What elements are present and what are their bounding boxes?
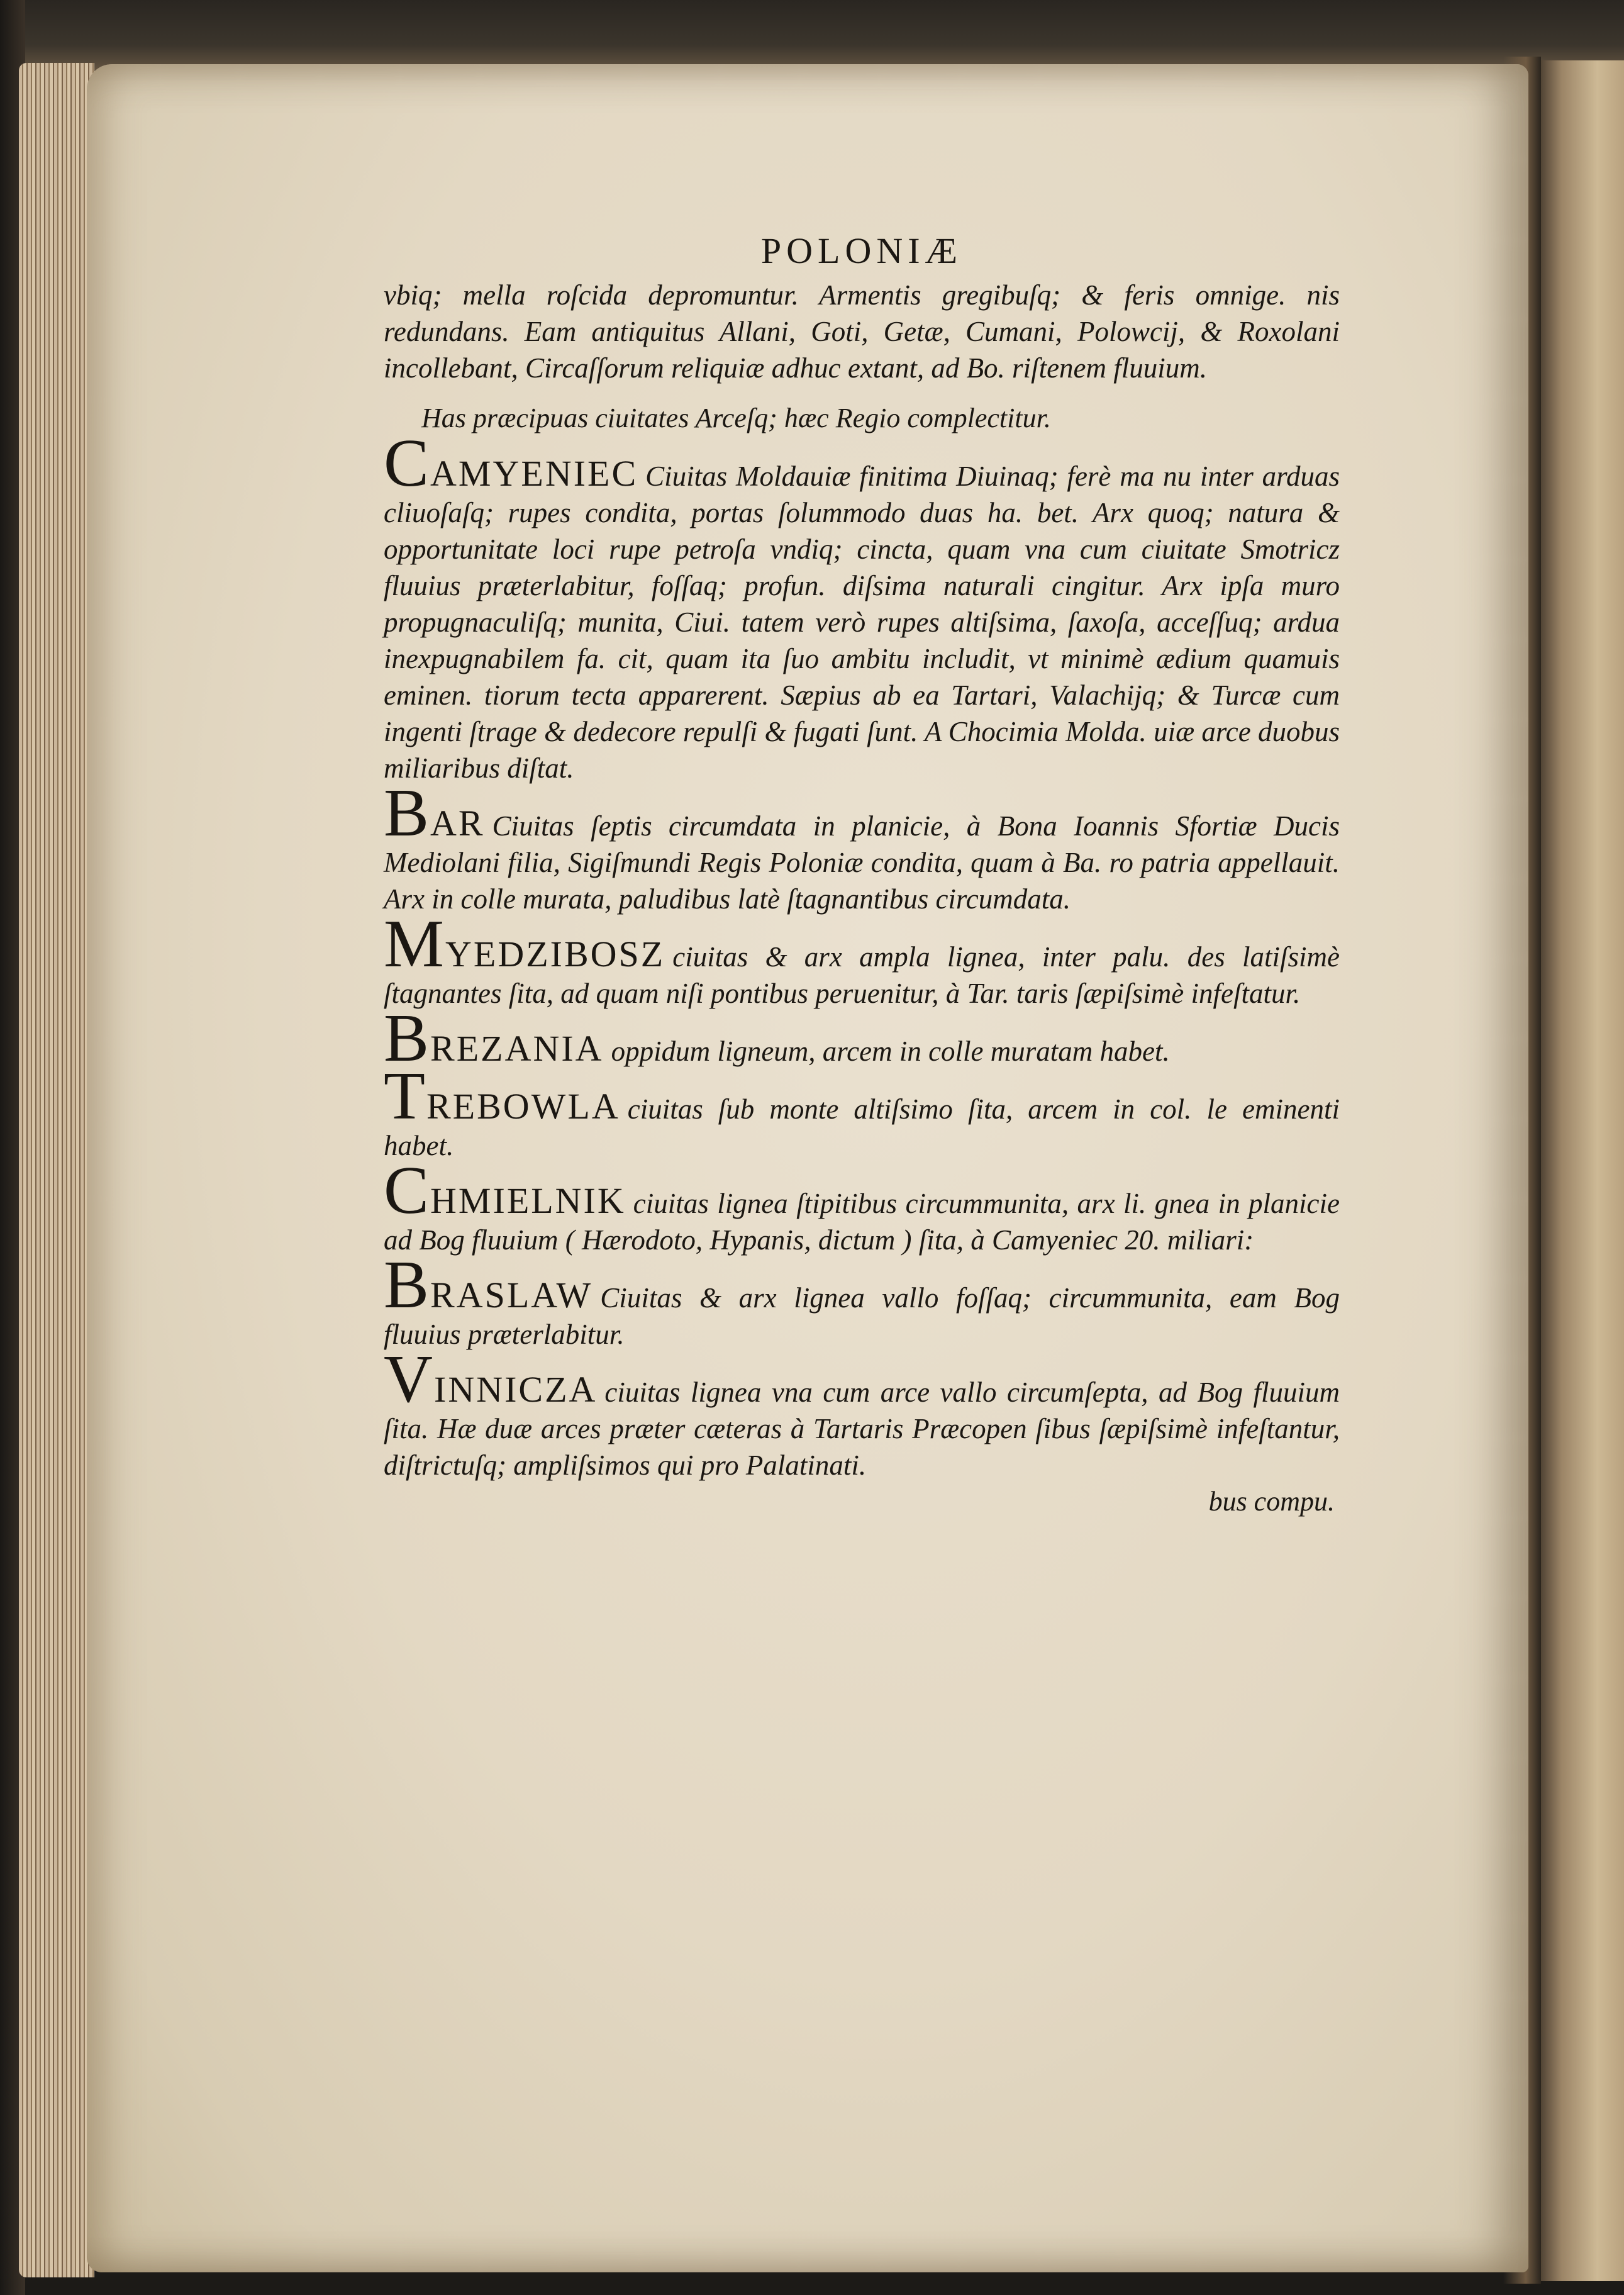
intro-paragraph: vbiq; mella roſcida depromuntur. Armentis gregibuſq; & feris omnige. nis redundans. Eam antiquitus Allani, Goti, Getæ, Cumani, Polowcij, & Roxolani incollebant, Circaſſorum reliquiæ adhuc extant, ad Bo. riſtenem fluuium. [384,279,1340,384]
entry-initial: M [384,907,446,981]
entry-name [384,426,638,501]
page-text-block [384,230,1340,1520]
entry-name-rest: YEDZIBOSZ [445,934,665,974]
entry-initial: C [384,426,431,501]
entry-initial: V [384,1342,434,1417]
entry-text: Ciuitas ſeptis circumdata in planicie, à Bona Ioannis Sfortiæ Ducis Mediolani filia, Sigiſmundi Regis Poloniæ condita, quam à Ba. ro patria appellauit. Arx in colle murata, paludibus latè ſtagnantibus circumdata. [384,810,1340,915]
entry-text: Ciuitas Moldauiæ finitima Diuinaq; ferè ma nu inter arduas cliuoſaſq; rupes condita, portas ſolummodo duas ha. bet. Arx quoq; natura & opportunitate loci rupe petroſa vndiq; cincta, quam vna cum ciuitate Smotricz fluuius præterlabitur, foſſaq; profun. diſsima naturali cingitur. Arx ipſa muro propugnaculiſq; munita, Ciui. tatem verò rupes altiſsima, ſaxoſa, acceſſuq; ardua inexpugnabilem fa. cit, quam ita ſuo ambitu includit, vt minimè ædium quamuis eminen. tiorum tecta apparerent. Sæpius ab ea Tartari, Valachijq; & Turcæ cum ingenti ſtrage & dedecore repulſi & fugati ſunt. A Chocimia Molda. uiæ arce duobus miliaribus diſtat. [384,461,1340,784]
entry-text: oppidum ligneum, arcem in colle muratam habet. [611,1036,1170,1067]
entry-name [384,1248,593,1322]
entry-name [384,907,665,981]
entry-initial: B [384,1001,431,1076]
entry-name-rest: AMYENIEC [430,453,638,494]
entry-trebowla [384,1059,1340,1164]
entry-initial: T [384,1059,426,1134]
entry-name [384,1342,598,1417]
entry-text: ciuitas & arx ampla lignea, inter palu. des latiſsimè ſtagnantes ſita, ad quam niſi pontibus peruenitur, à Tar. taris ſæpiſsimè infeſtatur. [384,941,1340,1009]
entry-initial: B [384,776,431,851]
entry-text: ciuitas lignea vna cum arce vallo circumſepta, ad Bog fluuium ſita. Hæ duæ arces præter cæteras à Tartaris Præcopen ſibus ſæpiſsimè infeſtantur, diſtrictuſq; ampliſsimos qui pro Palatinati. [384,1376,1340,1481]
entry-name-rest: RASLAW [430,1275,593,1315]
entry-initial: C [384,1153,431,1228]
entry-chmielnik [384,1153,1340,1258]
page-edges [19,63,94,2277]
entry-braslaw [384,1248,1340,1353]
entry-text: ciuitas ſub monte altiſsimo ſita, arcem in col. le eminenti habet. [384,1093,1340,1161]
entry-name [384,1059,620,1134]
running-head: POLONIÆ [760,230,963,271]
entry-text: ciuitas lignea ſtipitibus circummunita, arx li. gnea in planicie ad Bog fluuium ( Hærodoto, Hypanis, dictum ) ſita, à Camyeniec 20. miliari: [384,1188,1340,1256]
entry-initial: B [384,1248,431,1322]
catchword: bus compu. [1208,1486,1335,1517]
entry-brezania [384,1001,1340,1076]
entry-text: Ciuitas & arx lignea vallo foſſaq; circummunita, eam Bog fluuius præterlabitur. [384,1282,1340,1350]
section-subhead: Has præcipuas ciuitates Arceſq; hæc Regio complectitur. [421,403,1051,433]
entry-camyeniec [384,426,1340,786]
entry-name-rest: REBOWLA [426,1086,620,1127]
entry-name-rest: HMIELNIK [430,1180,626,1221]
facing-page-edge [1535,60,1624,2281]
entry-name [384,776,485,851]
entry-name-rest: REZANIA [430,1028,604,1069]
entry-name-rest: AR [430,803,485,844]
entry-name-rest: INNICZA [434,1369,598,1410]
entry-name [384,1153,626,1228]
entry-myedzibosz [384,907,1340,1012]
entry-vinnicza [384,1342,1340,1483]
entry-bar [384,776,1340,917]
